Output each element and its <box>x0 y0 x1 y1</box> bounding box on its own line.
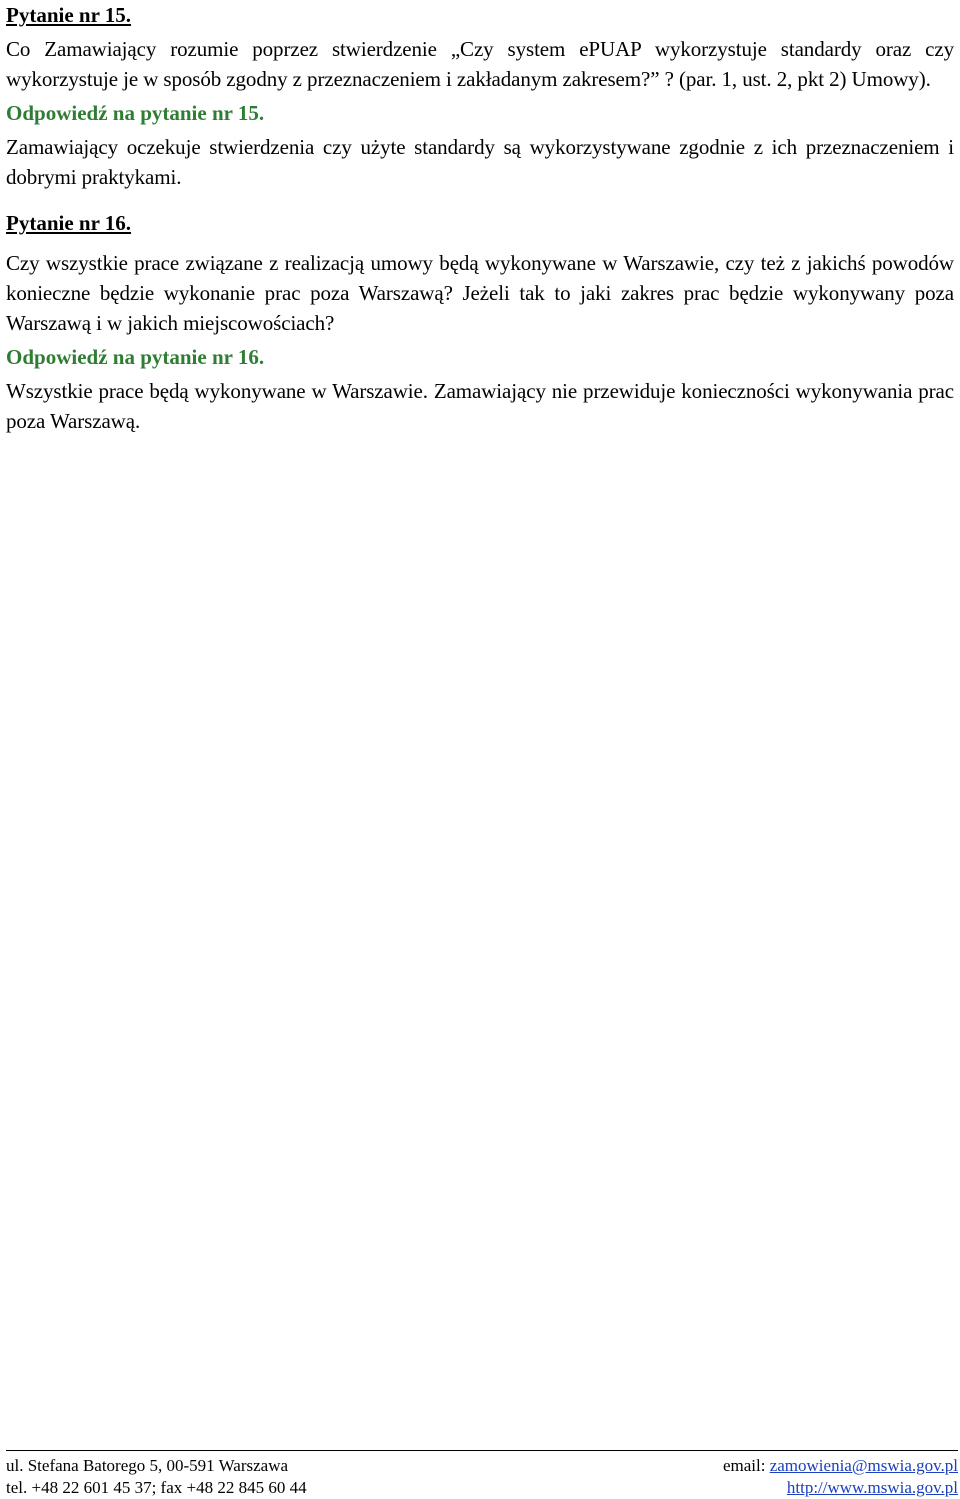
footer-address: ul. Stefana Batorego 5, 00-591 Warszawa <box>6 1456 289 1475</box>
question-15-text: Co Zamawiający rozumie poprzez stwierdzenie „Czy system ePUAP wykorzystuje standardy oraz czy wykorzystuje je w sposób zgodny z przeznaczeniem i zakładanym zakresem?” ? (par. 1, ust. 2, pkt 2) Umowy). <box>6 37 954 91</box>
answer-15-heading: Odpowiedź na pytanie nr 15. <box>6 101 265 125</box>
footer-website <box>704 1477 958 1499</box>
question-16-heading: Pytanie nr 16. <box>6 211 132 235</box>
page-footer <box>6 1450 958 1499</box>
answer-16-text: Wszystkie prace będą wykonywane w Warszawie. Zamawiający nie przewiduje konieczności wykonywania prac poza Warszawą. <box>6 379 954 433</box>
answer-16-heading: Odpowiedź na pytanie nr 16. <box>6 345 265 369</box>
question-15-heading: Pytanie nr 15. <box>6 3 132 27</box>
question-16-text: Czy wszystkie prace związane z realizacją umowy będą wykonywane w Warszawie, czy też z jakichś powodów konieczne będzie wykonanie prac poza Warszawą? Jeżeli tak to jaki zakres prac będzie wykonywany poza Warszawą i w jakich miejscowościach? <box>6 251 954 335</box>
footer-email <box>704 1455 958 1477</box>
answer-15-text: Zamawiający oczekuje stwierdzenia czy użyte standardy są wykorzystywane zgodnie z ich przeznaczeniem i dobrymi praktykami. <box>6 135 954 189</box>
footer-phone: tel. +48 22 601 45 37; fax +48 22 845 60 44 <box>6 1478 307 1497</box>
footer-row-2 <box>6 1477 958 1499</box>
website-link[interactable]: http://www.mswia.gov.pl <box>786 1478 958 1497</box>
email-link[interactable]: zamowienia@mswia.gov.pl <box>769 1456 958 1475</box>
document-page <box>6 0 954 436</box>
footer-row-1 <box>6 1455 958 1477</box>
footer-email-label: email: <box>722 1456 770 1475</box>
